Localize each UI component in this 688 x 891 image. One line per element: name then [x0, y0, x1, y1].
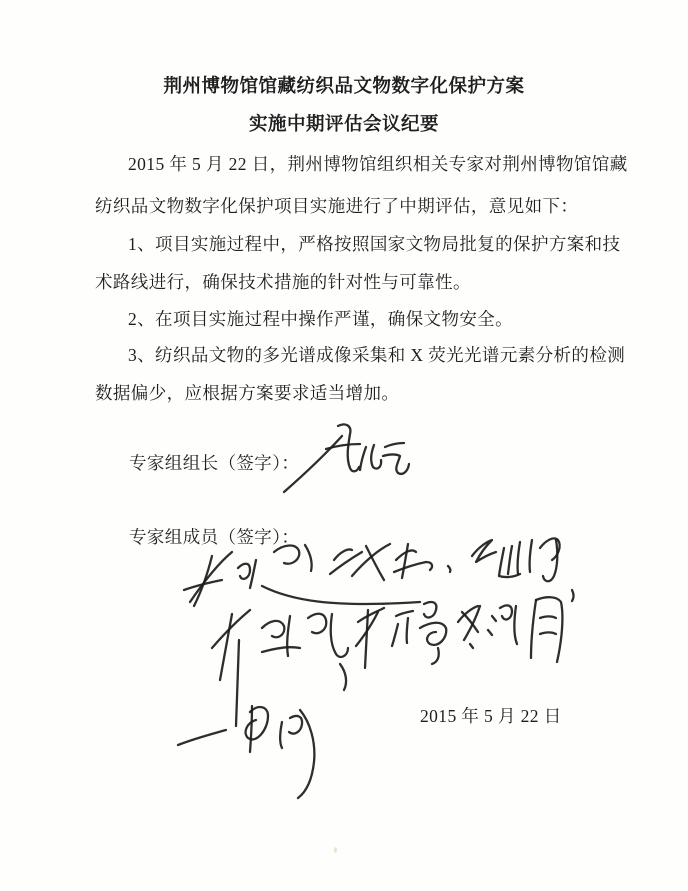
- signature-member-5: [356, 602, 446, 668]
- body-line: 2015 年 5 月 22 日，荆州博物馆组织相关专家对荆州博物馆馆藏: [128, 154, 628, 174]
- expert-group-members-signature-label: 专家组成员（签字）：: [129, 527, 300, 547]
- signature-member-1: [184, 545, 420, 606]
- body-line: 纺织品文物数字化保护项目实施进行了中期评估，意见如下：: [95, 196, 579, 216]
- body-line: 1、项目实施过程中，严格按照国家文物局批复的保护方案和技: [128, 234, 621, 254]
- body-line: 数据偏少，应根据方案要求适当增加。: [95, 383, 400, 403]
- body-line: 术路线进行，确保技术措施的针对性与可靠性。: [95, 272, 471, 292]
- signature-member-2: [330, 544, 450, 580]
- signature-member-7: [178, 706, 314, 798]
- signature-member-6: [458, 597, 562, 662]
- signature-member-4: [212, 610, 348, 726]
- signature-member-3: [472, 538, 574, 601]
- body-line: 2、在项目实施过程中操作严谨，确保文物安全。: [128, 309, 514, 329]
- signature-leader: [284, 424, 409, 492]
- expert-group-leader-signature-label: 专家组组长（签字）：: [129, 453, 300, 473]
- body-line: 3、纺织品文物的多光谱成像采集和 X 荧光光谱元素分析的检测: [128, 345, 626, 365]
- document-title-line1: 荆州博物馆馆藏纺织品文物数字化保护方案: [163, 77, 525, 97]
- document-title-line2: 实施中期评估会议纪要: [248, 115, 439, 135]
- document-date: 2015 年 5 月 22 日: [420, 706, 562, 726]
- scan-speck: [334, 847, 337, 853]
